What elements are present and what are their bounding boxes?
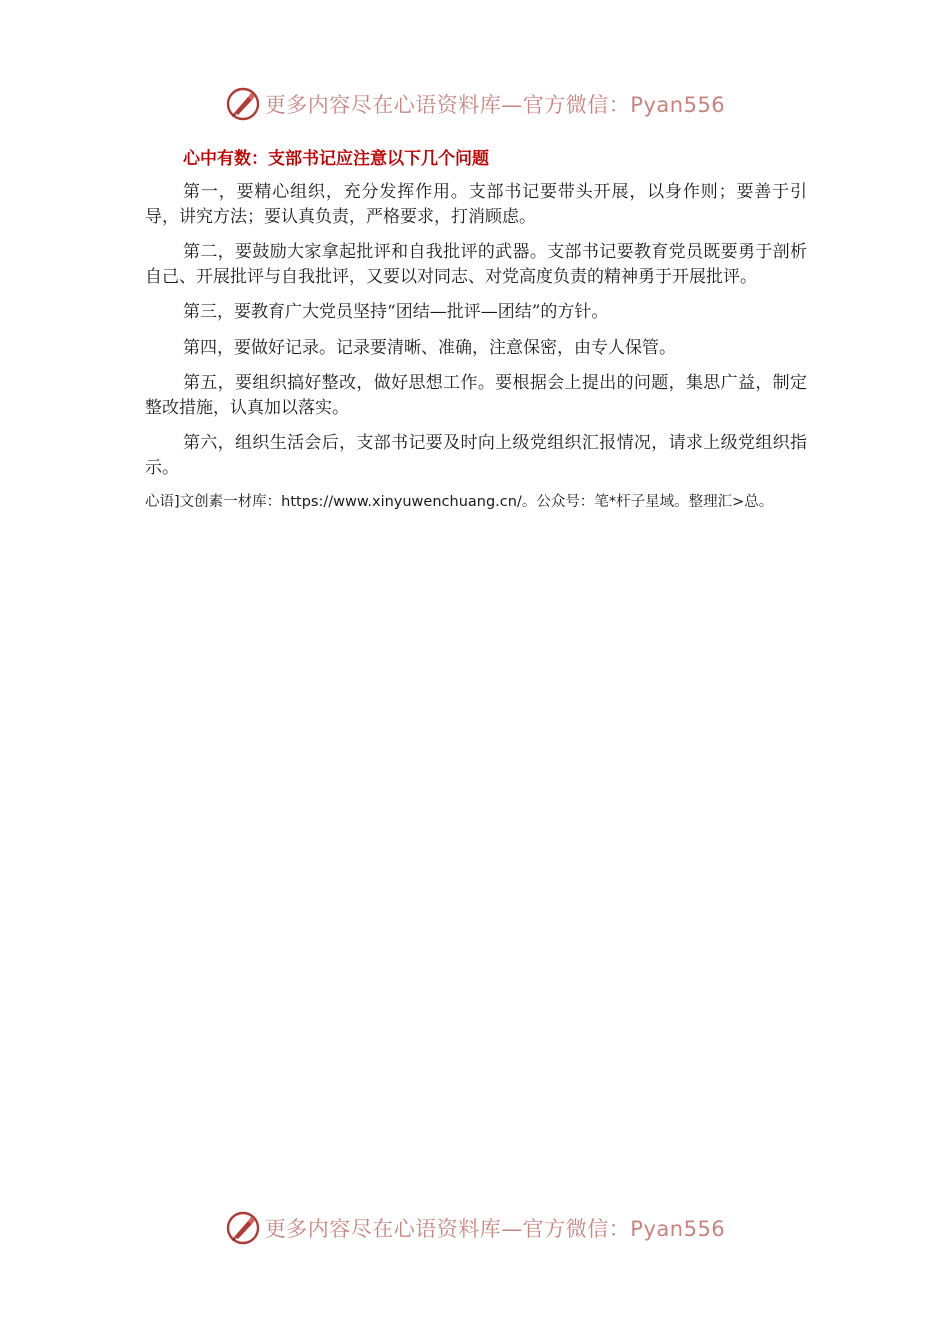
paragraph-5: 第五，要组织搞好整改，做好思想工作。要根据会上提出的问题，集思广益，制定整改措施，认真加以落实。: [145, 373, 807, 418]
header-banner-text: 更多内容尽在心语资料库—官方微信：Pyan556: [264, 93, 726, 117]
header-banner: [0, 86, 950, 122]
source-note: 心语]文创素一材库：https://www.xinyuwenchuang.cn/。公众号：笔*杆子星域。整理汇>总。: [145, 494, 774, 510]
pen-circle-logo-icon: [225, 1210, 261, 1246]
paragraph-3: 第三，要教育广大党员坚持“团结—批评—团结”的方针。: [183, 302, 609, 322]
pen-circle-logo-icon: [225, 86, 261, 122]
paragraph-6: 第六，组织生活会后，支部书记要及时向上级党组织汇报情况，请求上级党组织指示。: [145, 433, 807, 478]
paragraph-1: 第一，要精心组织，充分发挥作用。支部书记要带头开展，以身作则；要善于引导，讲究方法；要认真负责，严格要求，打消顾虑。: [145, 182, 807, 227]
paragraph-2: 第二，要鼓励大家拿起批评和自我批评的武器。支部书记要教育党员既要勇于剖析自己、开展批评与自我批评，又要以对同志、对党高度负责的精神勇于开展批评。: [145, 242, 807, 287]
paragraph-4: 第四，要做好记录。记录要清晰、准确，注意保密，由专人保管。: [183, 337, 676, 358]
header-banner-inner: [225, 86, 725, 122]
document-content: [145, 146, 807, 513]
footer-banner: [0, 1210, 950, 1246]
footer-banner-inner: [225, 1210, 725, 1246]
document-title: 心中有数：支部书记应注意以下几个问题: [183, 149, 489, 169]
footer-banner-text: 更多内容尽在心语资料库—官方微信：Pyan556: [264, 1217, 726, 1241]
